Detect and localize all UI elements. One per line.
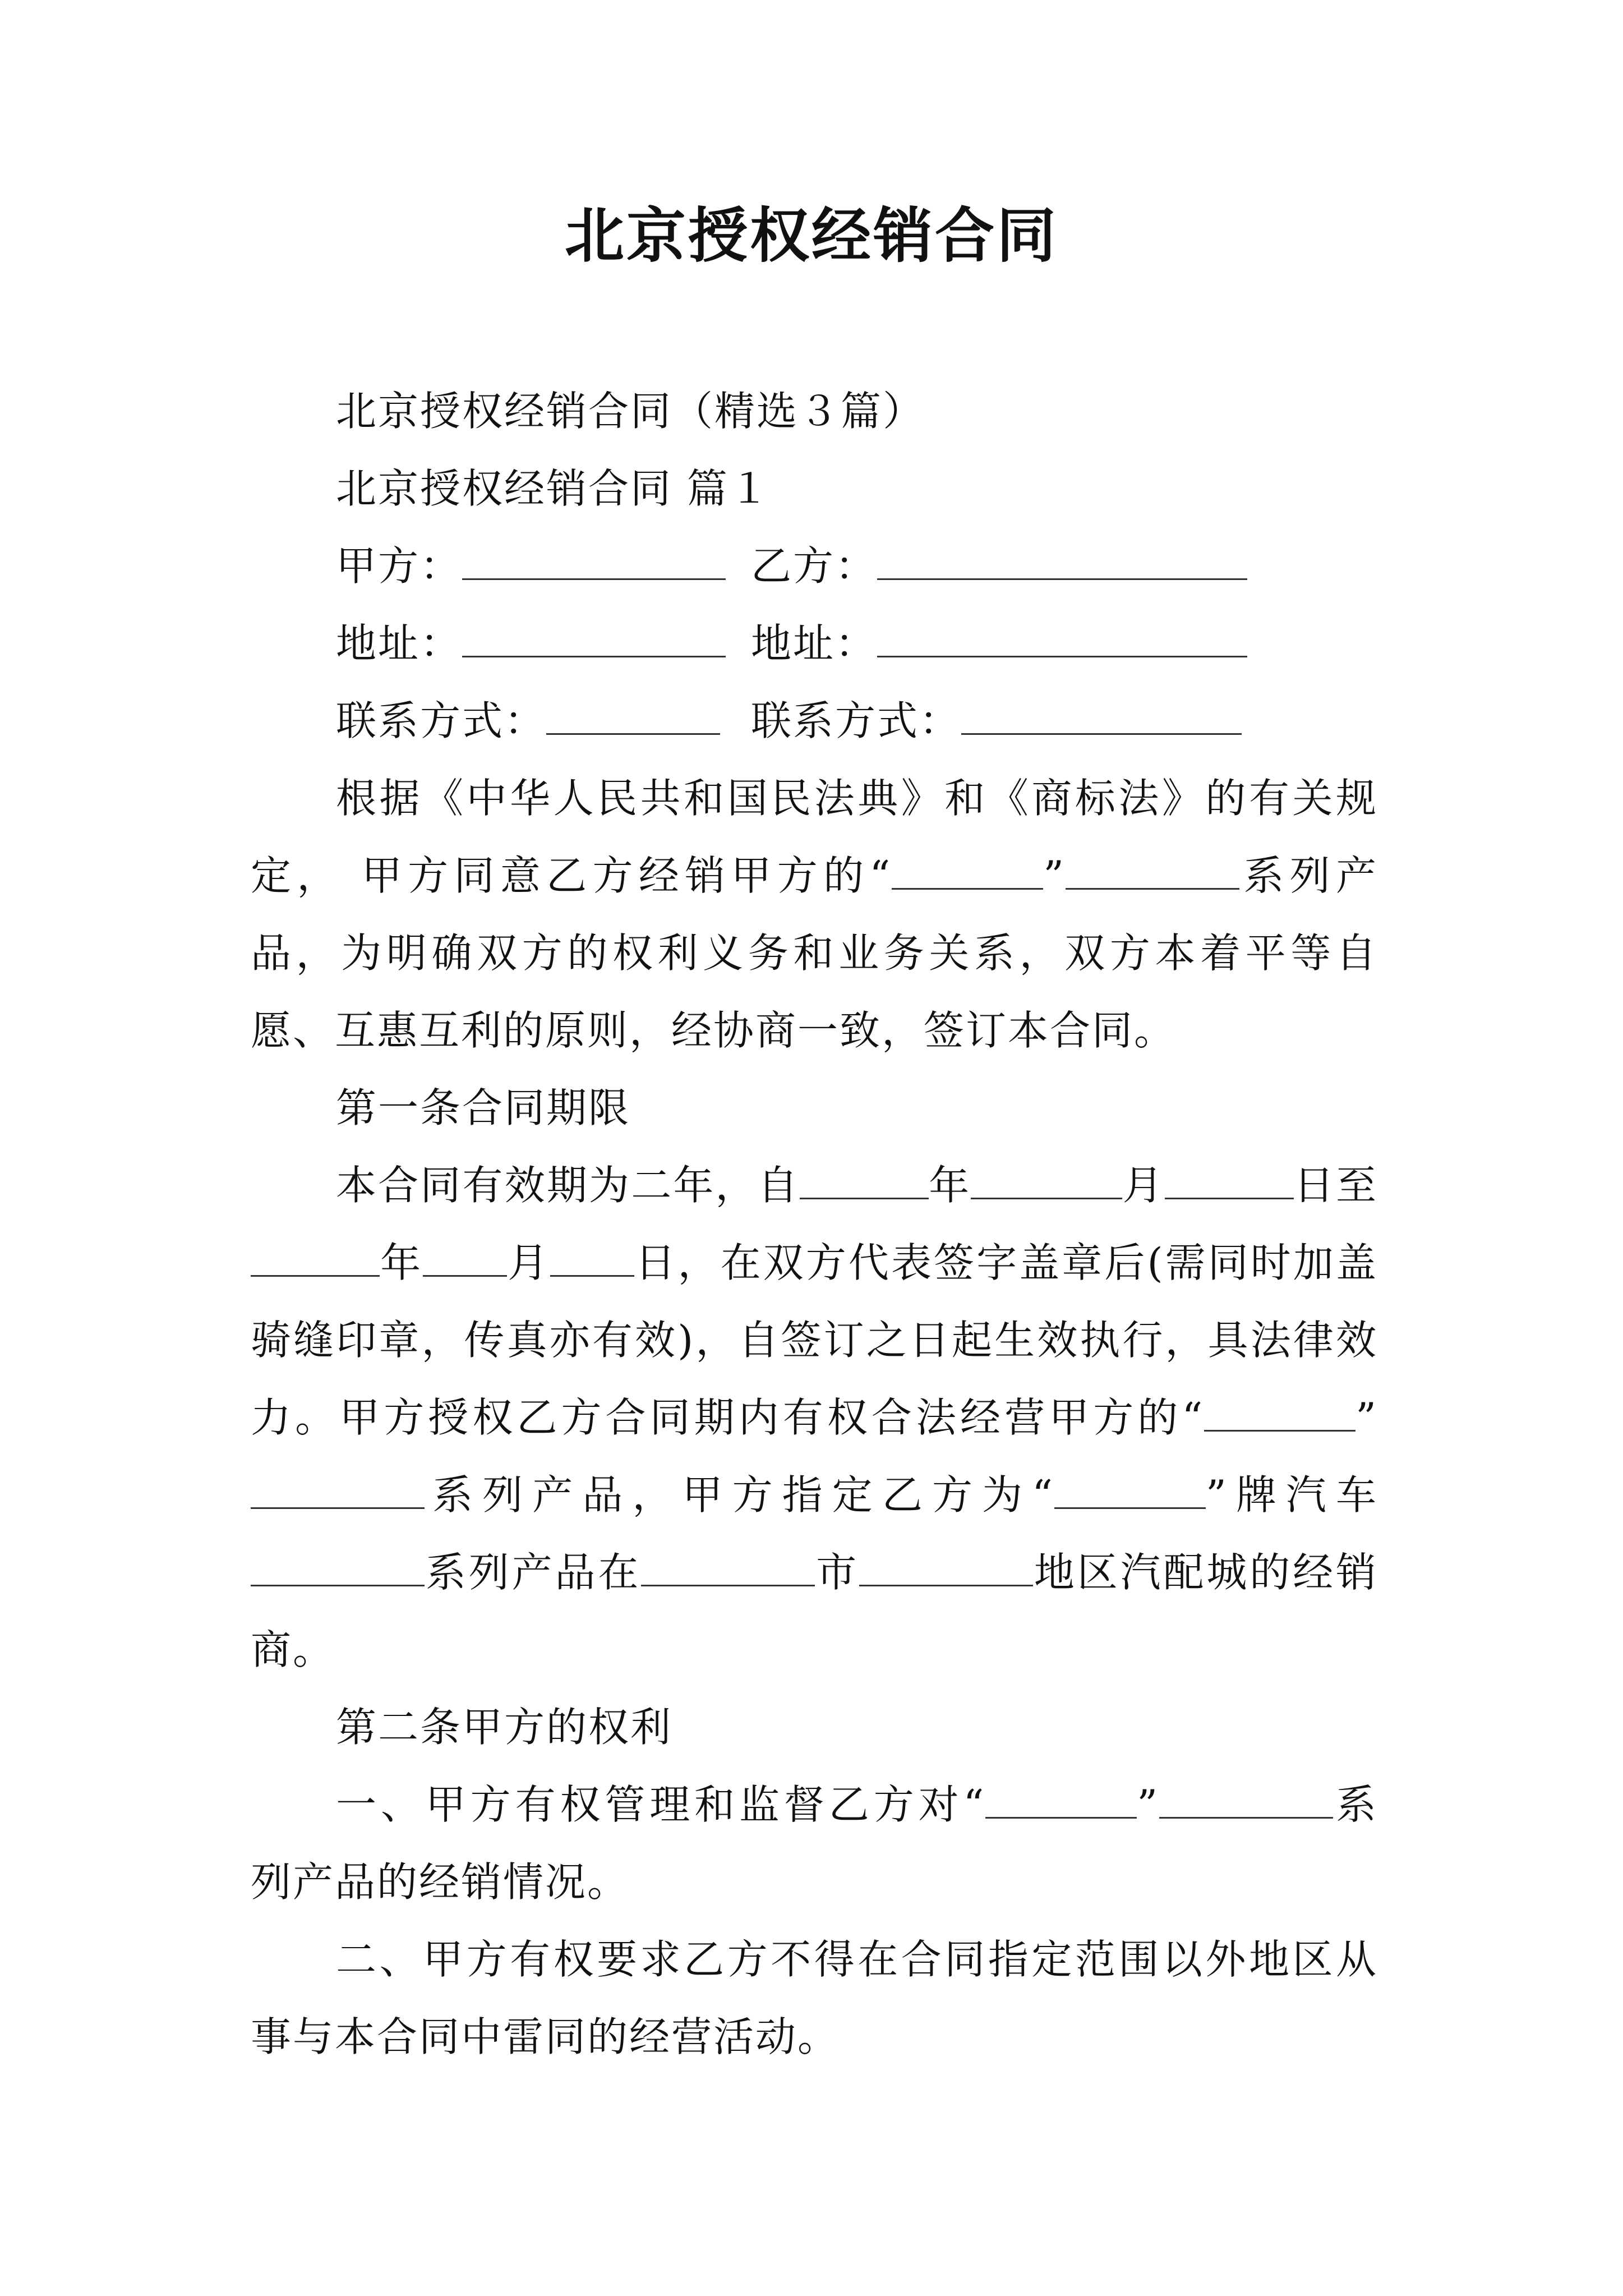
document-body bbox=[251, 372, 1378, 2076]
article1-heading: 第一条合同期限 bbox=[336, 1084, 631, 1131]
article1-text-10: ”牌汽车 bbox=[1205, 1471, 1378, 1519]
address-a-blank[interactable] bbox=[462, 622, 726, 657]
authorized-brand-blank[interactable] bbox=[1204, 1396, 1355, 1432]
start-day-blank[interactable] bbox=[1165, 1164, 1294, 1199]
party-b-label: 乙方： bbox=[751, 542, 878, 590]
address-b bbox=[751, 605, 1247, 682]
party-row bbox=[251, 527, 1378, 605]
address-a bbox=[336, 605, 751, 682]
supervised-brand-blank[interactable] bbox=[985, 1783, 1137, 1819]
address-row bbox=[251, 605, 1378, 682]
article1-text-11: 系列产品在 bbox=[425, 1549, 642, 1596]
preamble-text-2: ” bbox=[1043, 852, 1066, 899]
article1-text-5: 年 bbox=[380, 1239, 423, 1286]
contact-a bbox=[336, 682, 751, 760]
car-series-blank[interactable] bbox=[251, 1551, 425, 1586]
contact-b bbox=[751, 682, 1242, 760]
party-a-blank[interactable] bbox=[462, 545, 726, 580]
article1-text-4: 日至 bbox=[1293, 1162, 1378, 1209]
article1-paragraph bbox=[251, 1147, 1378, 1688]
article2-item1-text-3: 系列产品的经销情况。 bbox=[251, 1781, 1378, 1906]
preamble-text-1: 根据《中华人民共和国民法典》和《商标法》的有关规定， 甲方同意乙方经销甲方的“ bbox=[251, 775, 1378, 899]
party-b bbox=[751, 527, 1247, 605]
address-b-label: 地址： bbox=[751, 620, 878, 667]
article2-item1 bbox=[251, 1766, 1378, 1921]
section-heading: 北京授权经销合同 篇１ bbox=[336, 465, 771, 512]
contact-row bbox=[251, 682, 1378, 760]
end-month-blank[interactable] bbox=[423, 1241, 507, 1277]
article1-text-13: 地区汽配城的经销商。 bbox=[251, 1549, 1378, 1673]
article2-item1-text-1: 一、甲方有权管理和监督乙方对“ bbox=[336, 1781, 986, 1828]
authorized-series-blank[interactable] bbox=[251, 1474, 425, 1509]
start-year-blank[interactable] bbox=[800, 1164, 929, 1199]
subtitle: 北京授权经销合同（精选３篇） bbox=[336, 388, 925, 435]
brand-blank[interactable] bbox=[892, 854, 1043, 890]
article1-text-7: 日，在双方代表签字盖章后(需同时加盖骑缝印章，传真亦有效)，自签订之日起生效执行，具法律效力。甲方授权乙方合同期内有权合法经营甲方的“ bbox=[251, 1239, 1378, 1441]
series-blank[interactable] bbox=[1066, 854, 1239, 890]
contact-b-label: 联系方式： bbox=[751, 697, 962, 744]
party-a-label: 甲方： bbox=[336, 542, 463, 590]
article1-text-9: 系列产品，甲方指定乙方为“ bbox=[425, 1471, 1054, 1519]
preamble-text-3: 系列产品，为明确双方的权利义务和业务关系，双方本着平等自愿、互惠互利的原则，经协商一致，签订本合同。 bbox=[251, 852, 1378, 1054]
end-day-blank[interactable] bbox=[550, 1241, 634, 1277]
contact-a-blank[interactable] bbox=[546, 700, 720, 735]
article1-text-8: ” bbox=[1355, 1394, 1378, 1441]
address-a-label: 地址： bbox=[336, 620, 463, 667]
article1-text-6: 月 bbox=[507, 1239, 551, 1286]
article2-heading: 第二条甲方的权利 bbox=[336, 1704, 673, 1751]
article1-text-2: 年 bbox=[928, 1162, 971, 1209]
article1-text-12: 市 bbox=[815, 1549, 859, 1596]
car-brand-blank[interactable] bbox=[1054, 1474, 1206, 1509]
article2-item2: 二、甲方有权要求乙方不得在合同指定范围以外地区从事与本合同中雷同的经营活动。 bbox=[251, 1936, 1378, 2060]
supervised-series-blank[interactable] bbox=[1159, 1783, 1333, 1819]
contact-b-blank[interactable] bbox=[961, 700, 1242, 735]
preamble-paragraph bbox=[251, 760, 1378, 1069]
article1-text-1: 本合同有效期为二年，自 bbox=[336, 1162, 800, 1209]
party-a bbox=[336, 527, 751, 605]
end-year-blank[interactable] bbox=[251, 1241, 380, 1277]
article1-text-3: 月 bbox=[1122, 1162, 1165, 1209]
article2-item1-text-2: ” bbox=[1137, 1781, 1160, 1828]
party-b-blank[interactable] bbox=[877, 545, 1247, 580]
contact-a-label: 联系方式： bbox=[336, 697, 547, 744]
city-blank[interactable] bbox=[641, 1551, 815, 1586]
district-blank[interactable] bbox=[859, 1551, 1033, 1586]
address-b-blank[interactable] bbox=[877, 622, 1247, 657]
start-month-blank[interactable] bbox=[971, 1164, 1122, 1199]
document-title: 北京授权经销合同 bbox=[565, 200, 1058, 270]
